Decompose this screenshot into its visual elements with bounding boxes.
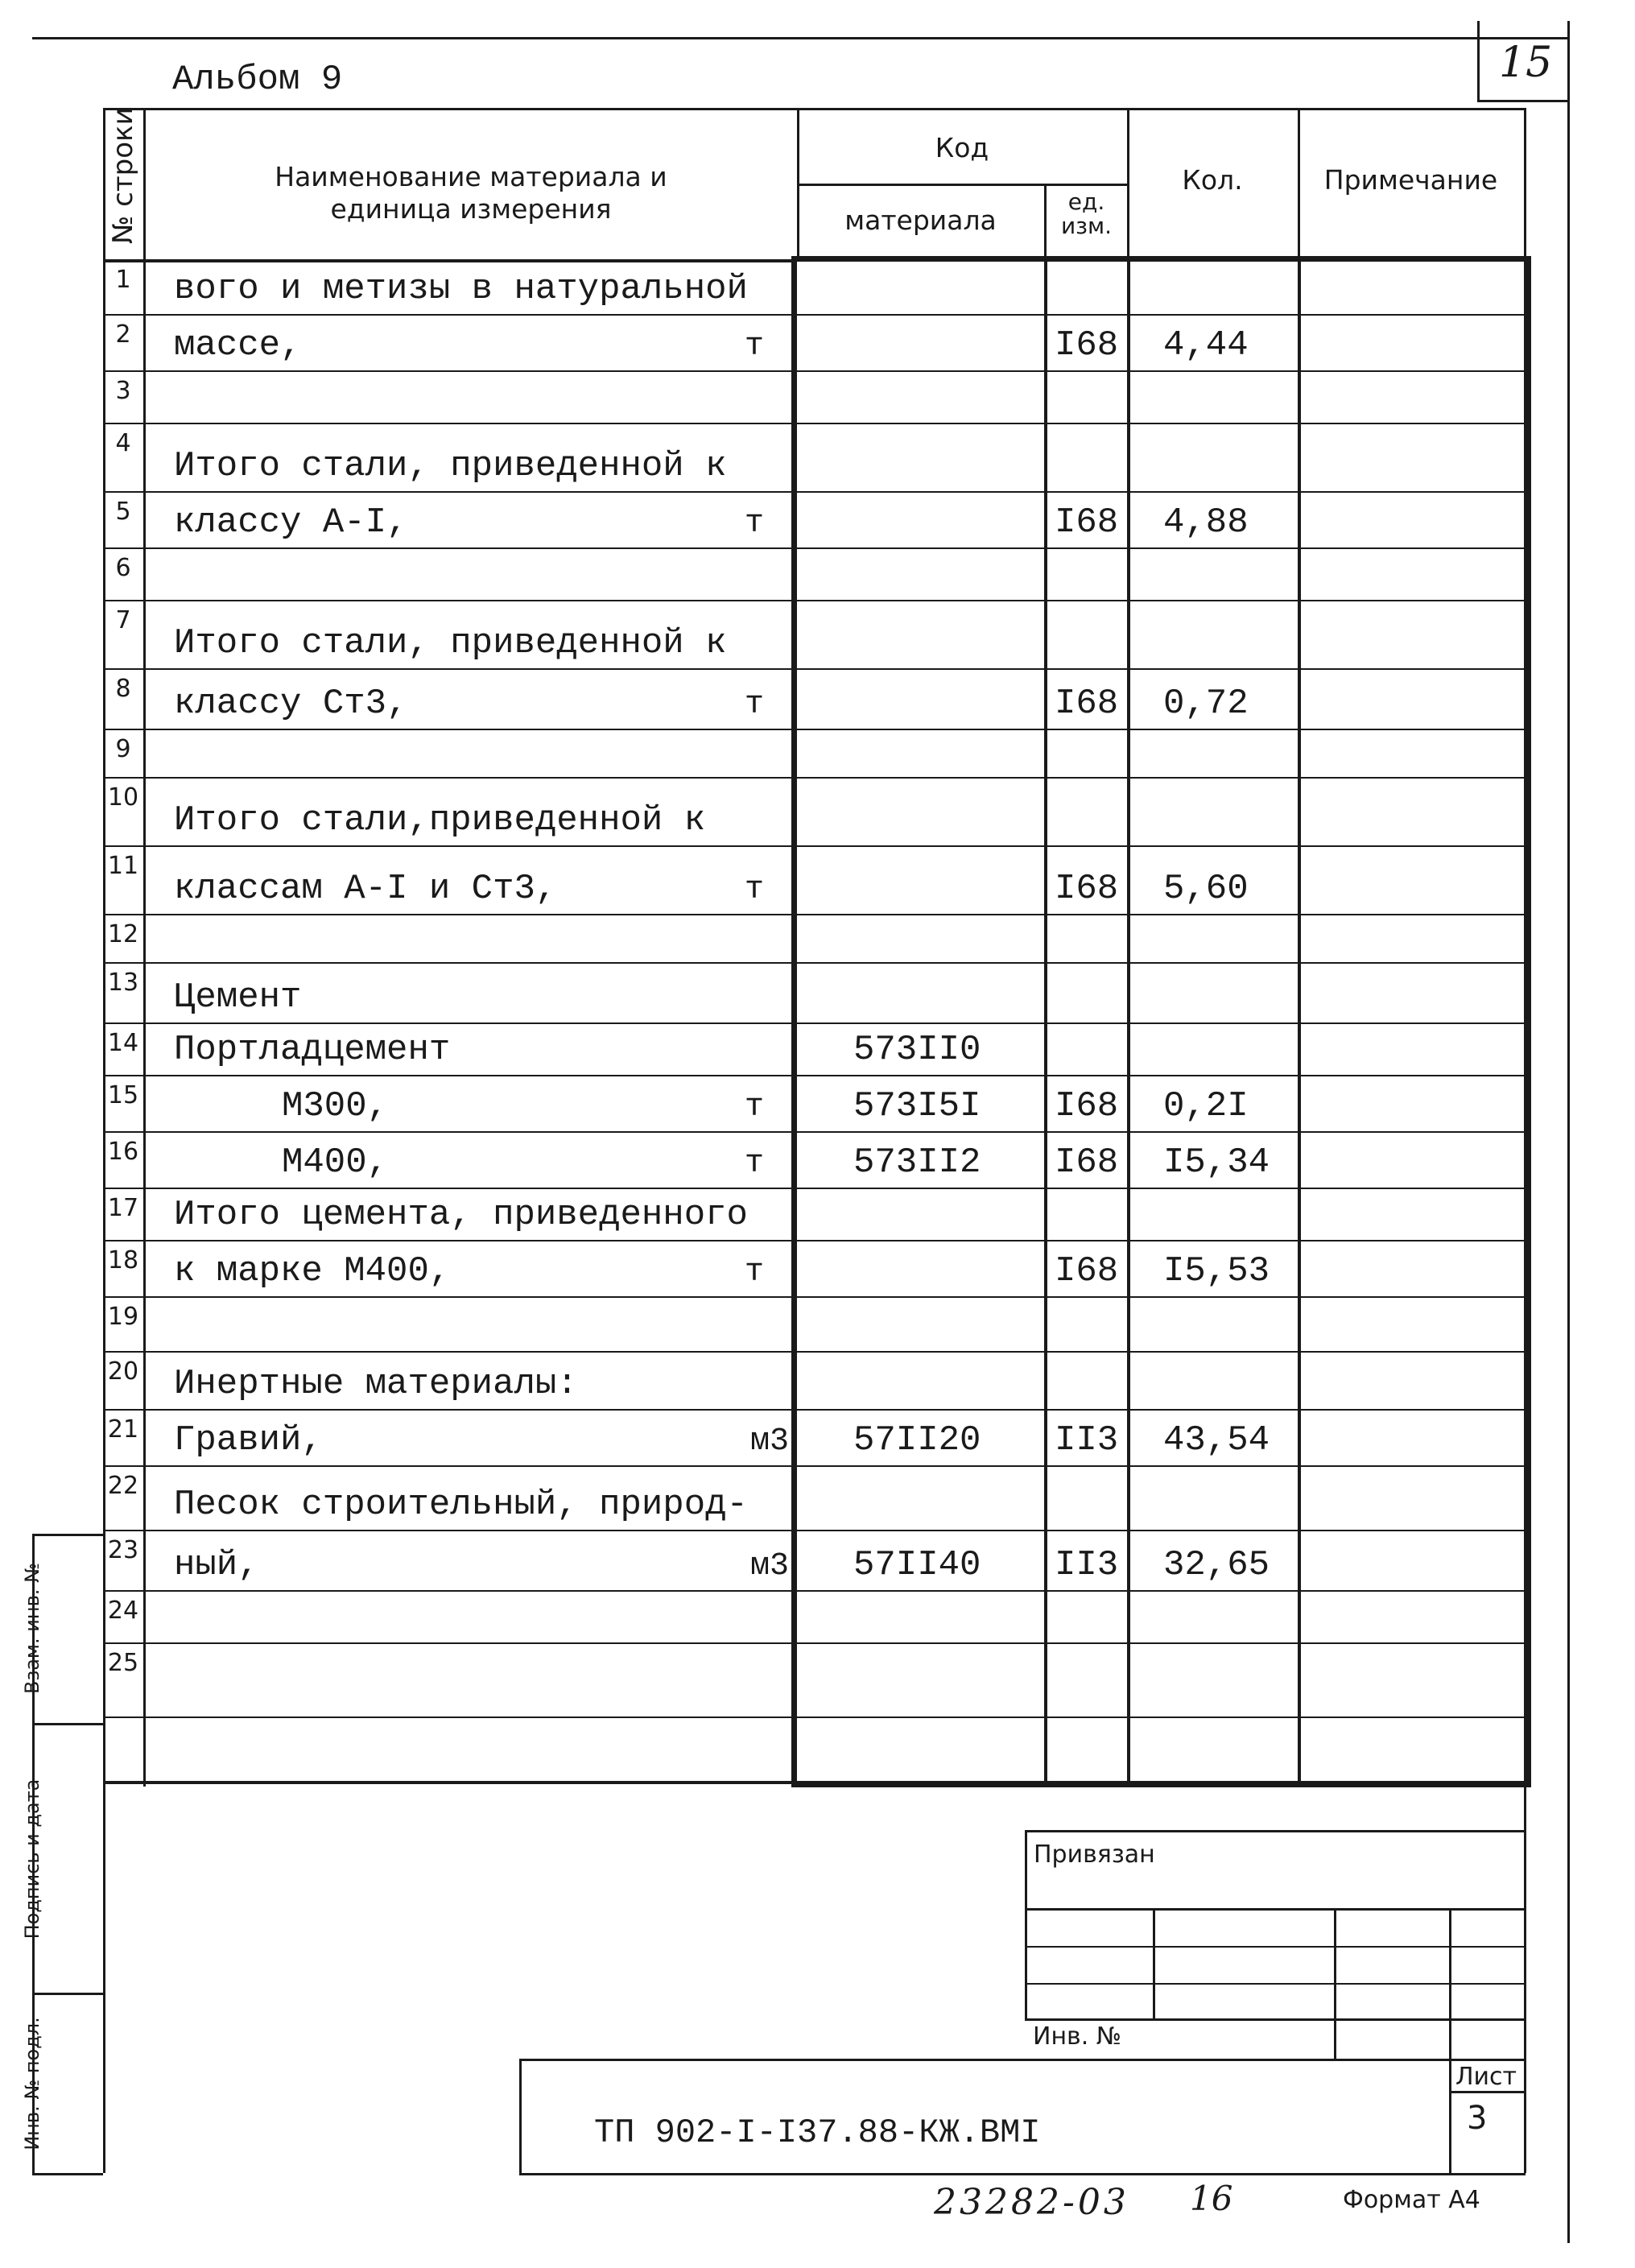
sign-date-label: Подпись и дата — [21, 1778, 43, 1940]
unit-code: I68 — [1055, 1251, 1119, 1291]
row-rule — [103, 423, 1524, 424]
code-header: Код — [935, 132, 989, 163]
binding-rule-1 — [32, 1534, 103, 1536]
material-code: 57II40 — [853, 1545, 981, 1585]
row-rule — [103, 1716, 1524, 1718]
col-sep-qty — [1298, 259, 1301, 1781]
sheet-number: 3 — [1467, 2100, 1488, 2137]
material-name: Цемент — [174, 977, 302, 1018]
name-header: Наименование материала и — [275, 161, 667, 192]
page-number-box-bottom — [1477, 100, 1570, 102]
stamp-main-left — [519, 2059, 522, 2173]
unit-code: II3 — [1055, 1545, 1119, 1585]
stamp-linked-label: Привязан — [1034, 1840, 1155, 1869]
material-name: Итого стали,приведенной к — [174, 800, 706, 841]
row-rule — [103, 777, 1524, 779]
footer-number: 23282-03 — [934, 2182, 1129, 2223]
material-name: Песок строительный, природ- — [174, 1485, 748, 1525]
row-rule — [103, 668, 1524, 670]
unit-code: I68 — [1055, 502, 1119, 543]
row-number: 24 — [107, 1597, 139, 1625]
row-rule — [103, 370, 1524, 372]
material-name: вого и метизы в натуральной — [174, 269, 748, 309]
page-number-box-left — [1477, 21, 1480, 101]
format-label: Формат А4 — [1343, 2186, 1480, 2214]
row-number: 16 — [107, 1138, 139, 1166]
code-unit-header: ед. изм. — [1060, 188, 1113, 239]
unit-code: I68 — [1055, 869, 1119, 909]
row-rule — [103, 914, 1524, 915]
binding-rule-3 — [32, 1993, 103, 1995]
material-unit: м3 — [750, 1548, 790, 1584]
stamp-col-2 — [1334, 1908, 1336, 2061]
table-top-border — [103, 108, 1526, 110]
document-code: ТП 902-I-I37.88-КЖ.ВМI — [594, 2113, 1041, 2152]
row-rule — [103, 547, 1524, 549]
material-name: Инертные материалы: — [174, 1364, 578, 1404]
quantity: 4,44 — [1163, 325, 1249, 366]
material-name: классам А-I и Ст3, — [174, 869, 557, 909]
row-rule — [103, 845, 1524, 847]
row-rule — [103, 1075, 1524, 1076]
material-code: 57II20 — [853, 1420, 981, 1460]
material-name: классу А-I, — [174, 502, 408, 543]
row-rule — [103, 1465, 1524, 1467]
material-name: классу Ст3, — [174, 684, 408, 724]
row-number: 9 — [115, 735, 131, 763]
table-body-bottom — [103, 1781, 1526, 1784]
unit-code: I68 — [1055, 1142, 1119, 1183]
page-number: 15 — [1499, 39, 1553, 87]
material-name: М300, — [282, 1086, 389, 1126]
stamp-main-top — [519, 2059, 1526, 2061]
material-name: М400, — [282, 1142, 389, 1183]
code-subheader-rule — [797, 184, 1127, 186]
material-name: Итого цемента, приведенного — [174, 1195, 748, 1235]
stamp-main-bottom — [519, 2173, 1526, 2175]
stamp-col-3 — [1449, 1908, 1451, 2173]
material-code: 573II2 — [853, 1142, 981, 1183]
row-number: 2 — [115, 320, 131, 349]
material-name: массе, — [174, 325, 302, 366]
quantity: 5,60 — [1163, 869, 1249, 909]
code-material-header: материала — [844, 204, 997, 236]
binding-rule-4 — [32, 2173, 103, 2175]
row-rule — [103, 491, 1524, 493]
col-sep-code — [1044, 259, 1047, 1781]
row-rule — [103, 1022, 1524, 1024]
quantity: 0,2I — [1163, 1086, 1249, 1126]
row-number: 21 — [107, 1415, 139, 1444]
col-sep-unitcode — [1127, 259, 1130, 1781]
row-number: 25 — [107, 1649, 139, 1677]
material-name: к марке М400, — [174, 1251, 451, 1291]
quantity: 32,65 — [1163, 1545, 1270, 1585]
qty-header: Кол. — [1182, 164, 1243, 196]
row-rule — [103, 1530, 1524, 1531]
unit-code: I68 — [1055, 325, 1119, 366]
quantity: I5,34 — [1163, 1142, 1270, 1183]
stamp-sheet-rule — [1449, 2091, 1526, 2093]
quantity: 4,88 — [1163, 502, 1249, 543]
quantity: I5,53 — [1163, 1251, 1270, 1291]
row-number: 3 — [115, 377, 131, 405]
header-bottom-rule — [103, 259, 795, 262]
album-title: Альбом 9 — [172, 60, 343, 100]
material-name: Портладцемент — [174, 1030, 451, 1070]
row-rule — [103, 1240, 1524, 1241]
material-name: Итого стали, приведенной к — [174, 446, 727, 486]
col-sep-code-hdr — [1044, 184, 1047, 261]
row-number: 12 — [107, 920, 139, 948]
row-number: 10 — [107, 783, 139, 812]
row-number: 22 — [107, 1472, 139, 1500]
row-number: 1 — [115, 266, 131, 294]
row-rule — [103, 1409, 1524, 1411]
quantity: 0,72 — [1163, 684, 1249, 724]
material-unit: т — [745, 687, 765, 723]
material-name: Итого стали, приведенной к — [174, 623, 727, 663]
material-unit: т — [745, 1089, 765, 1126]
material-unit: т — [745, 506, 765, 542]
row-number: 19 — [107, 1303, 139, 1331]
row-number: 13 — [107, 969, 139, 997]
material-unit: т — [745, 872, 765, 908]
replace-inv-label: Взам. инв. № — [21, 1563, 43, 1694]
binding-rule-2 — [32, 1723, 103, 1725]
unit-code: I68 — [1055, 684, 1119, 724]
row-number: 20 — [107, 1357, 139, 1386]
footer-sub-number: 16 — [1190, 2179, 1233, 2218]
material-code: 573I5I — [853, 1086, 981, 1126]
row-number: 8 — [115, 675, 131, 703]
material-unit: м3 — [750, 1423, 790, 1460]
row-rule — [103, 1188, 1524, 1189]
row-rule — [103, 1296, 1524, 1298]
row-rule — [103, 1131, 1524, 1133]
row-rule — [103, 600, 1524, 601]
row-number: 5 — [115, 498, 131, 526]
stamp-col-1 — [1153, 1908, 1155, 2018]
row-number: 18 — [107, 1246, 139, 1274]
row-number: 23 — [107, 1536, 139, 1564]
col-sep-rownum — [143, 108, 146, 1787]
top-rule — [32, 37, 1570, 39]
sheet-label: Лист — [1455, 2063, 1517, 2091]
right-edge-line — [1567, 21, 1570, 2243]
stamp-inv-label: Инв. № — [1033, 2022, 1122, 2051]
unit-code: II3 — [1055, 1420, 1119, 1460]
row-rule — [103, 1590, 1524, 1592]
row-rule — [103, 1642, 1524, 1644]
unit-code: I68 — [1055, 1086, 1119, 1126]
note-header: Примечание — [1323, 164, 1498, 196]
row-rule — [103, 729, 1524, 730]
row-number-header: № строки — [107, 107, 139, 244]
row-number: 15 — [107, 1081, 139, 1109]
row-number: 11 — [107, 852, 139, 880]
material-unit: т — [745, 1254, 765, 1291]
row-number: 14 — [107, 1029, 139, 1057]
row-number: 7 — [115, 606, 131, 634]
material-name: ный, — [174, 1545, 259, 1585]
row-number: 4 — [115, 429, 131, 457]
name-header-2: единица измерения — [330, 193, 612, 225]
material-unit: т — [745, 328, 765, 365]
row-number: 6 — [115, 554, 131, 582]
row-rule — [103, 1351, 1524, 1353]
material-name: Гравий, — [174, 1420, 323, 1460]
quantity: 43,54 — [1163, 1420, 1270, 1460]
row-number: 17 — [107, 1194, 139, 1222]
inv-orig-label: Инв. № подл. — [21, 2017, 43, 2150]
row-rule — [103, 962, 1524, 964]
material-code: 573II0 — [853, 1030, 981, 1070]
material-unit: т — [745, 1146, 765, 1182]
row-rule — [103, 314, 1524, 316]
